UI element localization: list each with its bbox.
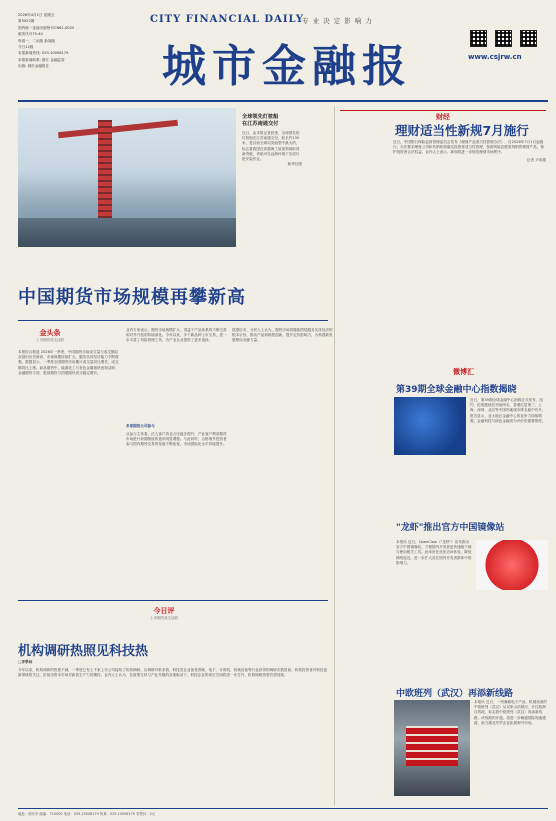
qr-code-icon xyxy=(520,30,537,47)
finance-author: 记者 尹成德 xyxy=(526,157,546,162)
lead-subhead: 多家期货公司参与 xyxy=(126,424,155,428)
desk-line: 本报新闻热线: 029-10006179 xyxy=(18,51,69,56)
finance-body: 近日，中国银行保险监督管理委员会发布《理财产品适当性管理办法》，自2026年7月1日起施行。办法要求理财公司和代销机构落实投资者适当性管理，按照风险匹配原则销售理财产品，保护投资者合法权益。业内人士表示，新规将进一步规范理财市场秩序。 记者 尹成德 xyxy=(393,140,546,162)
lead-label: 金头条 xyxy=(39,329,61,337)
openclaw-headline: "龙虾"推出官方中国镜像站 xyxy=(396,523,505,533)
photo-caption-title: 全球领先灯桩船 在江苏南通交付 xyxy=(242,114,279,127)
commentary-headline: 机构调研热照见科技热 xyxy=(18,644,149,659)
weibo-section-label: 微博汇 xyxy=(453,368,474,376)
commentary-label: 今日评 xyxy=(153,607,175,615)
photo-credit: 新华社图 xyxy=(287,162,302,167)
desk-line: 出版: 城市金融报社 xyxy=(18,64,50,69)
lead-sublabel: 上市期货成交活跃 xyxy=(36,338,64,342)
train-photo xyxy=(394,700,470,796)
cn-line: 每周一、二出版 新闻版 xyxy=(18,38,56,43)
finance-section-label: 财经 xyxy=(340,110,546,122)
train-headline: 中欧班列（武汉）再添新线路 xyxy=(396,689,514,699)
cn-line: 今日12版 xyxy=(18,45,34,50)
openclaw-logo-image xyxy=(476,540,548,590)
gfci-body: 近日，第39期全球金融中心指数正式发布，纽约、伦敦继续位列前两名，香港位居第三，上海、深圳、北京等中国内地城市排名稳中有升。报告显示，亚太地区金融中心的竞争力持续增强，金融科技与绿色金融成为评价的重要维度。 xyxy=(470,398,546,423)
issue-number: 第5022期 xyxy=(18,19,35,24)
column-divider xyxy=(334,106,335,806)
lead-column: 展望后市，分析人士认为，期货市场将继续围绕服务实体经济的根本宗旨，推动产品和制度创新，提升定价影响力，为构建新发展格局贡献力量。 xyxy=(232,328,333,343)
commentary-label-block xyxy=(150,606,178,621)
cn-line: 国内统一连续出版物号CN61-0025 xyxy=(18,25,75,30)
photo-caption: 近日，由本报记者获悉，全球领先的灯桩船在江苏南通交付，船长约135米，是目前全球同类船型中最大的，标志着我国在高端海工装备领域取得新突破，该船可在远海环境下完成灯桩安装作业。 新华社图 xyxy=(242,131,302,167)
commentary-divider xyxy=(18,600,328,601)
website-url: www.csjrw.cn xyxy=(468,53,522,61)
masthead-english-title: CITY FINANCIAL DAILY xyxy=(150,14,305,25)
date-line: 2026年4月1日 星期五 xyxy=(18,13,55,17)
coin-illustration xyxy=(394,397,466,455)
lead-column: 从参与主体看，法人客户持仓占比稳步提升，产业客户利用期货市场进行套期保值的意识明显增强。与此同时，合格境外投资者参与国内期货交易的渠道不断拓宽，市场国际化水平持续提升。 xyxy=(126,432,227,447)
commentary-body: 今年以来，机构调研的热度不减，一季度已有上千家上市公司接待了机构调研。从调研对象来看，科技类企业备受青睐，电子、计算机、机械设备等行业获得的调研次数居前。机构投资者对科技创新领域的关注，折射出资本市场对新质生产力的期待。业内人士认为，在政策支持与产业升级的双重驱动下，科技企业的成长空间将进一步打开，机构调研热度有望延续。 xyxy=(18,668,328,678)
main-headline: 中国期货市场规模再攀新高 xyxy=(18,287,246,308)
headline-divider xyxy=(18,320,328,321)
train-body: 本报讯 近日，一列满载电子产品、机械设备的中欧班列（武汉）从吴家山站驶出，开往欧洲目的地，标志着中欧班列（武汉）再添新线路。该线路的开通，将进一步畅通国际物流通道，助力湖北外贸企业拓展海外市场。 xyxy=(474,700,548,725)
qr-code-icon xyxy=(470,30,487,47)
masthead-chinese-title: 城市金融报 xyxy=(162,41,412,92)
finance-headline: 理财适当性新规7月施行 xyxy=(395,123,529,138)
openclaw-body: 本报讯 近日，OpenClaw（"龙虾"）宣布推出官方中国镜像站，方便国内开发者更快速地下载与使用相关工具。此举旨在优化访问体验，降低网络延迟，进一步扩大其在国内开发者群体中的影响力。 xyxy=(396,540,472,565)
footer-info: 地址：西安市 邮编：710000 电话：029-10006179 传真：029-10006179 零售价：2元 xyxy=(18,808,548,816)
masthead-meta xyxy=(18,12,138,70)
qr-code-icon xyxy=(495,30,512,47)
lead-body: 本报综合报道 2026年一季度，中国期货市场成交量与成交额双双创出历史新高，市场规模持续扩大，服务实体经济能力不断增强。数据显示，一季度全国期货市场累计成交量同比增长，成交额同比上涨。商品期货中，能源化工与有色金属板块表现活跃；金融期货方面，股指期货与国债期货成交稳定增长。 xyxy=(18,350,119,375)
commentary-sublabel: 上市期货成交活跃 xyxy=(150,616,178,620)
lead-column: 业内专家表示，期货市场规模扩大，得益于产品体系的不断完善和对外开放的持续深化。今年以来，多个新品种上市交易，进一步丰富了风险管理工具，为产业企业提供了更多选择。 xyxy=(126,328,227,343)
masthead-slogan: 专 业 决 定 影 响 力 xyxy=(302,17,373,25)
desk-line: 本报新闻联系: 浙江 金融监管 xyxy=(18,57,65,62)
commentary-author: □季學林 xyxy=(18,660,33,664)
gfci-headline: 第39期全球金融中心指数揭晓 xyxy=(396,385,517,395)
cn-line: 邮发代号75-40 xyxy=(18,32,43,37)
lightship-photo xyxy=(18,108,236,247)
lead-label-block xyxy=(36,328,64,343)
masthead-divider xyxy=(18,100,548,102)
